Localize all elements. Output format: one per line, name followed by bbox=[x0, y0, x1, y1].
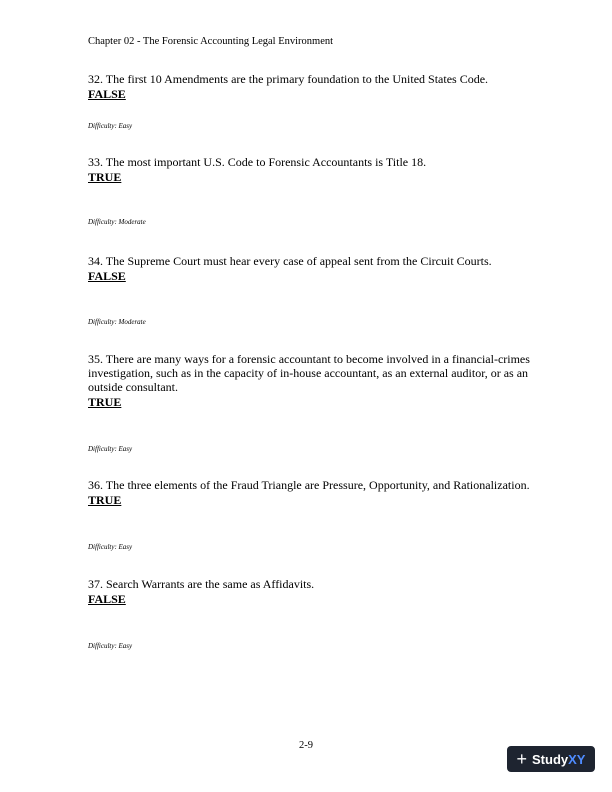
question-text: 35. There are many ways for a forensic accountant to become involved in a financial-crimes investigation, such as in the capacity of in-house accountant, as an external auditor, or as an outside consultant. bbox=[88, 352, 530, 394]
answer-label: FALSE bbox=[88, 87, 126, 101]
difficulty-label: Difficulty: Moderate bbox=[88, 218, 146, 226]
question-text: 36. The three elements of the Fraud Triangle are Pressure, Opportunity, and Rationalization. bbox=[88, 478, 530, 492]
brand-accent: XY bbox=[568, 751, 586, 767]
answer-label: TRUE bbox=[88, 493, 122, 507]
difficulty-label: Difficulty: Easy bbox=[88, 122, 133, 130]
difficulty-label: Difficulty: Moderate bbox=[88, 318, 146, 326]
answer-label: FALSE bbox=[88, 592, 126, 606]
difficulty-label: Difficulty: Easy bbox=[88, 445, 133, 453]
question-item bbox=[88, 155, 538, 184]
brand-main: Study bbox=[532, 751, 569, 767]
plus-icon: + bbox=[516, 749, 528, 769]
question-item bbox=[88, 72, 538, 101]
answer-label: TRUE bbox=[88, 395, 122, 409]
question-item bbox=[88, 254, 538, 283]
question-item bbox=[88, 478, 538, 507]
studyxy-badge[interactable] bbox=[507, 746, 595, 772]
page-number: 2-9 bbox=[299, 740, 313, 751]
question-text: 37. Search Warrants are the same as Affidavits. bbox=[88, 577, 315, 591]
answer-label: TRUE bbox=[88, 170, 122, 184]
question-text: 32. The first 10 Amendments are the primary foundation to the United States Code. bbox=[88, 72, 489, 86]
question-text: 34. The Supreme Court must hear every case of appeal sent from the Circuit Courts. bbox=[88, 254, 492, 268]
difficulty-label: Difficulty: Easy bbox=[88, 543, 133, 551]
page-header: Chapter 02 - The Forensic Accounting Legal Environment bbox=[88, 36, 334, 47]
question-item bbox=[88, 352, 538, 409]
question-text: 33. The most important U.S. Code to Forensic Accountants is Title 18. bbox=[88, 155, 427, 169]
answer-label: FALSE bbox=[88, 269, 126, 283]
difficulty-label: Difficulty: Easy bbox=[88, 642, 133, 650]
question-item bbox=[88, 577, 538, 606]
